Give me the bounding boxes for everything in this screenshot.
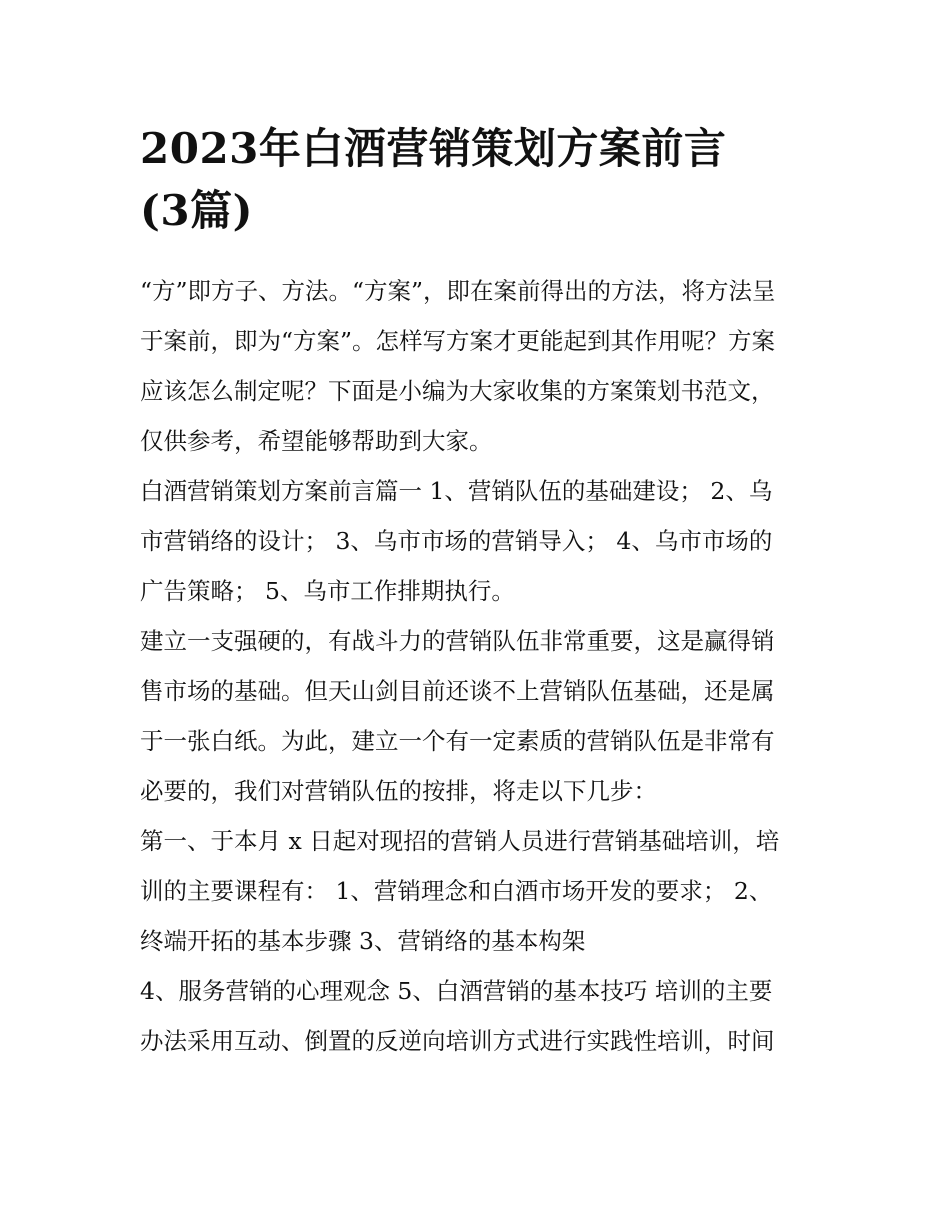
- training-paragraph: [140, 816, 820, 966]
- method-paragraph: [140, 966, 820, 1066]
- document-page: [140, 118, 820, 1066]
- text-line: 4、服务营销的心理观念 5、白酒营销的基本技巧 培训的主要: [140, 977, 773, 1005]
- title-line: 2023年白酒营销策划方案前言: [140, 124, 727, 173]
- text-line: 必要的，我们对营销队伍的按排，将走以下几步：: [140, 777, 657, 805]
- team-paragraph: [140, 616, 820, 816]
- text-line: 办法采用互动、倒置的反逆向培训方式进行实践性培训，时间: [140, 1027, 775, 1055]
- text-line: 售市场的基础。但天山剑目前还谈不上营销队伍基础，还是属: [140, 677, 775, 705]
- title-line: (3篇): [140, 186, 253, 235]
- text-line: 于案前，即为“方案”。怎样写方案才更能起到其作用呢？方案: [140, 327, 776, 355]
- text-line: 应该怎么制定呢？下面是小编为大家收集的方案策划书范文，: [140, 377, 775, 405]
- text-line: 建立一支强硬的，有战斗力的营销队伍非常重要，这是赢得销: [140, 627, 775, 655]
- text-line: 白酒营销策划方案前言篇一 1、营销队伍的基础建设； 2、乌: [140, 477, 773, 505]
- text-line: 终端开拓的基本步骤 3、营销络的基本构架: [140, 927, 586, 955]
- text-line: 于一张白纸。为此，建立一个有一定素质的营销队伍是非常有: [140, 727, 775, 755]
- text-line: 广告策略； 5、乌市工作排期执行。: [140, 577, 515, 605]
- text-line: 市营销络的设计； 3、乌市市场的营销导入； 4、乌市市场的: [140, 527, 773, 555]
- text-line: 训的主要课程有： 1、营销理念和白酒市场开发的要求； 2、: [140, 877, 773, 905]
- document-title: [140, 118, 820, 242]
- intro-paragraph: [140, 266, 820, 466]
- text-line: 仅供参考，希望能够帮助到大家。: [140, 427, 493, 455]
- text-line: “方”即方子、方法。“方案”，即在案前得出的方法，将方法呈: [140, 277, 776, 305]
- text-line: 第一、于本月 x 日起对现招的营销人员进行营销基础培训，培: [140, 827, 780, 855]
- outline-paragraph: [140, 466, 820, 616]
